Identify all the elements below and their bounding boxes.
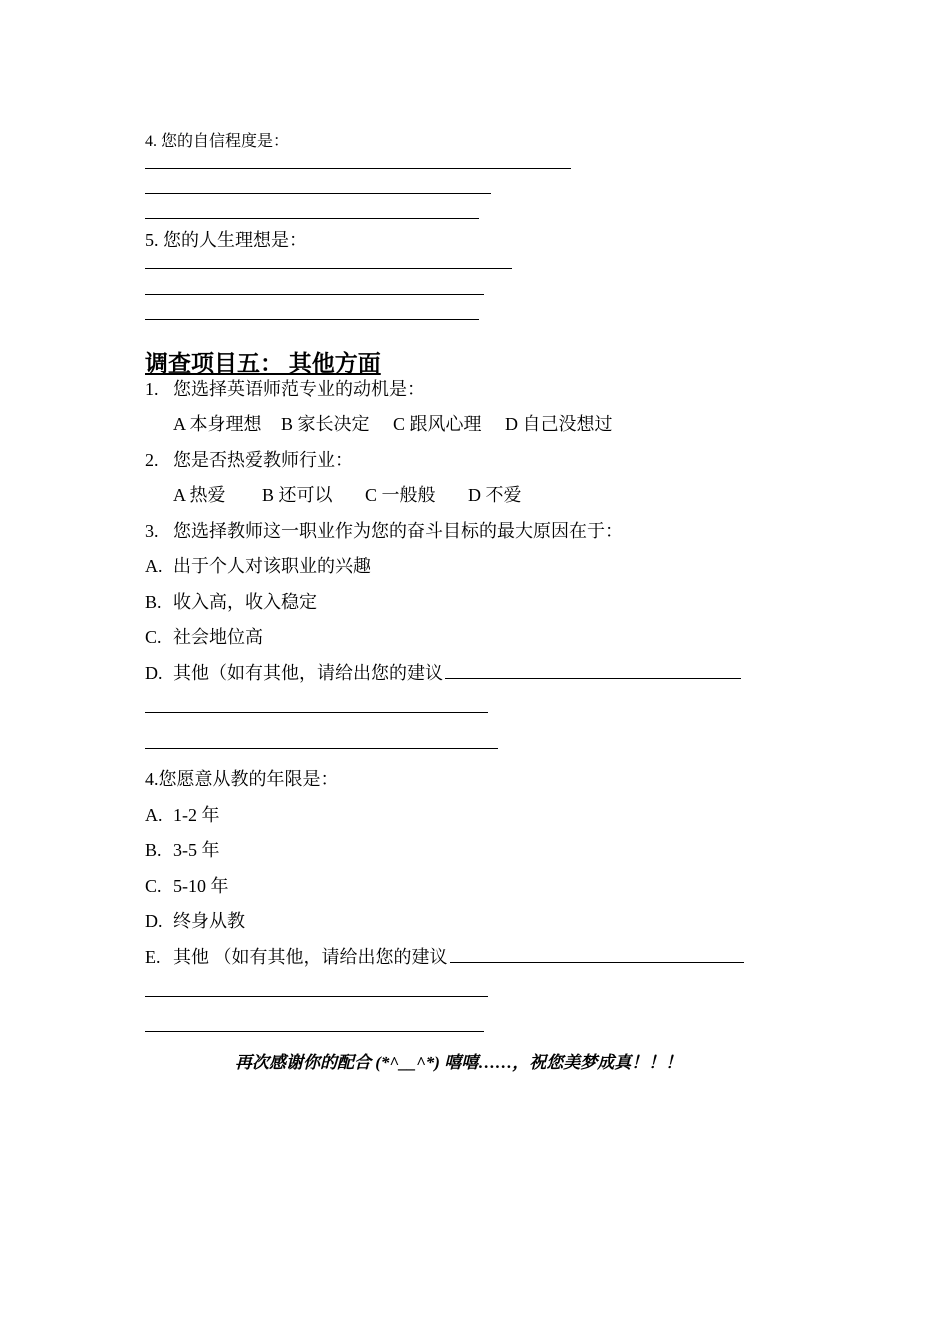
- answer-line[interactable]: [145, 294, 484, 295]
- q3-option-c[interactable]: [145, 623, 263, 649]
- answer-line[interactable]: [145, 193, 491, 194]
- q1-options: [173, 410, 613, 436]
- option-text: 1-2 年: [173, 805, 220, 825]
- answer-line[interactable]: [145, 748, 498, 749]
- answer-line[interactable]: [145, 268, 512, 269]
- section-question-2: [145, 446, 353, 472]
- option[interactable]: D 自己没想过: [505, 414, 613, 434]
- section-question-1: [145, 375, 425, 401]
- question-number: 2.: [145, 450, 159, 470]
- question-number: 5.: [145, 230, 159, 250]
- q4-option-a[interactable]: [145, 801, 220, 827]
- option[interactable]: C 一般般: [365, 485, 436, 505]
- option-label: C.: [145, 627, 162, 647]
- question-number: 1.: [145, 379, 159, 399]
- suggestion-line[interactable]: [450, 961, 744, 963]
- section-title: 调查项目五： 其他方面: [145, 351, 381, 376]
- option-label: B.: [145, 840, 162, 860]
- answer-line[interactable]: [145, 218, 479, 219]
- question-text: 您的人生理想是：: [163, 230, 307, 250]
- closing-message: 再次感谢你的配合 (*^__^*) 嘻嘻……，祝您美梦成真！！！: [235, 1053, 683, 1072]
- section-question-3: [145, 517, 623, 543]
- option-text: 收入高，收入稳定: [173, 592, 317, 612]
- question-text: 您的自信程度是：: [161, 133, 290, 150]
- option[interactable]: B 家长决定: [281, 414, 370, 434]
- answer-line[interactable]: [145, 996, 488, 997]
- option[interactable]: C 跟风心理: [393, 414, 482, 434]
- option[interactable]: D 不爱: [468, 485, 522, 505]
- option-text: 3-5 年: [173, 840, 220, 860]
- q3-option-b[interactable]: [145, 588, 317, 614]
- suggestion-line[interactable]: [445, 677, 741, 679]
- question-4-confidence: [145, 128, 289, 151]
- question-number: 3.: [145, 521, 159, 541]
- question-5-ideal: [145, 226, 307, 252]
- question-text: 您是否热爱教师行业：: [173, 450, 353, 470]
- section-question-4: [145, 765, 339, 791]
- option-label: A.: [145, 556, 163, 576]
- option[interactable]: A 热爱: [173, 485, 226, 505]
- q3-option-a[interactable]: [145, 552, 371, 578]
- answer-line[interactable]: [145, 712, 488, 713]
- option-text: 其他 （如有其他，请给出您的建议: [173, 947, 448, 967]
- option-label: D.: [145, 663, 163, 683]
- answer-line[interactable]: [145, 168, 571, 169]
- question-text: 您选择教师这一职业作为您的奋斗目标的最大原因在于：: [173, 521, 623, 541]
- q4-option-e[interactable]: [145, 943, 744, 969]
- question-text: 4.您愿意从教的年限是：: [145, 769, 339, 789]
- option-label: B.: [145, 592, 162, 612]
- q3-option-d[interactable]: [145, 659, 741, 685]
- option-text: 社会地位高: [173, 627, 263, 647]
- answer-line[interactable]: [145, 1031, 484, 1032]
- option-label: C.: [145, 876, 162, 896]
- option-text: 出于个人对该职业的兴趣: [173, 556, 371, 576]
- option-text: 终身从教: [173, 911, 245, 931]
- q2-options: [173, 481, 522, 507]
- option-text: 5-10 年: [173, 876, 229, 896]
- q4-option-d[interactable]: [145, 907, 245, 933]
- q4-option-b[interactable]: [145, 836, 220, 862]
- option-label: E.: [145, 947, 161, 967]
- question-text: 您选择英语师范专业的动机是：: [173, 379, 425, 399]
- option-text: 其他（如有其他，请给出您的建议: [173, 663, 443, 683]
- option[interactable]: A 本身理想: [173, 414, 262, 434]
- question-number: 4.: [145, 133, 157, 150]
- option-label: A.: [145, 805, 163, 825]
- answer-line[interactable]: [145, 319, 479, 320]
- option-label: D.: [145, 911, 163, 931]
- option[interactable]: B 还可以: [262, 485, 333, 505]
- q4-option-c[interactable]: [145, 872, 229, 898]
